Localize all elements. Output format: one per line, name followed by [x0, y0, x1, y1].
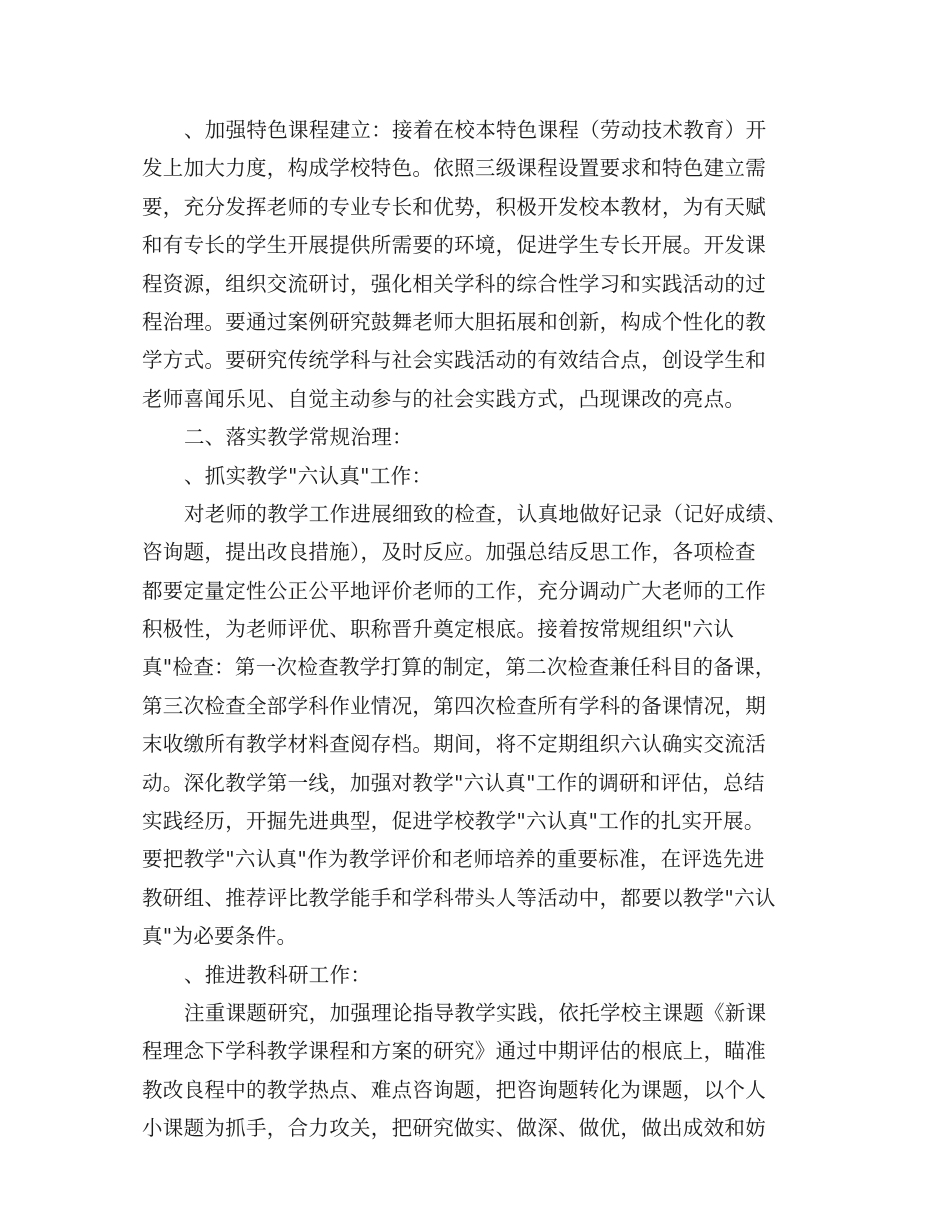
text-line: 积极性，为老师评优、职称晋升奠定根底。接着按常规组织"六认 [142, 617, 735, 642]
text-line: 对老师的教学工作进展细致的检查，认真地做好记录（记好成绩、 [184, 501, 788, 526]
text-line: 第三次检查全部学科作业情况，第四次检查所有学科的备课情况，期 [142, 693, 766, 718]
subsection-heading: 、推进教科研工作： [184, 962, 372, 987]
text-line: 老师喜闻乐见、自觉主动参与的社会实践方式，凸现课改的亮点。 [142, 386, 746, 411]
text-line: 都要定量定性公正公平地评价老师的工作，充分调动广大老师的工作 [142, 578, 766, 603]
text-line: 注重课题研究，加强理论指导教学实践，依托学校主课题《新课 [184, 1000, 767, 1025]
subsection-heading: 、抓实教学"六认真"工作： [184, 463, 433, 488]
text-line: 程治理。要通过案例研究鼓舞老师大胆拓展和创新，构成个性化的教 [142, 309, 766, 334]
text-line: 学方式。要研究传统学科与社会实践活动的有效结合点，创设学生和 [142, 348, 766, 373]
text-line: 和有专长的学生开展提供所需要的环境，促进学生专长开展。开发课 [142, 233, 766, 258]
text-line: 发上加大力度，构成学校特色。依照三级课程设置要求和特色建立需 [142, 156, 766, 181]
section-heading: 二、落实教学常规治理： [184, 425, 413, 450]
text-line: 实践经历，开掘先进典型，促进学校教学"六认真"工作的扎实开展。 [142, 809, 765, 834]
text-line: 程资源，组织交流研讨，强化相关学科的综合性学习和实践活动的过 [142, 271, 766, 296]
text-line: 、加强特色课程建立：接着在校本特色课程（劳动技术教育）开 [184, 118, 767, 142]
text-line: 咨询题，提出改良措施），及时反应。加强总结反思工作，各项检查 [142, 540, 756, 565]
text-line: 教改良程中的教学热点、难点咨询题，把咨询题转化为课题，以个人 [142, 1077, 766, 1102]
text-line: 要把教学"六认真"作为教学评价和老师培养的重要标准，在评选先进 [142, 847, 765, 872]
text-line: 小课题为抓手，合力攻关，把研究做实、做深、做优，做出成效和妨 [142, 1116, 766, 1141]
text-line: 真"检查：第一次检查教学打算的制定，第二次检查兼任科目的备课， [142, 655, 776, 680]
text-line: 程理念下学科教学课程和方案的研究》通过中期评估的根底上，瞄准 [142, 1039, 766, 1064]
text-line: 教研组、推荐评比教学能手和学科带头人等活动中，都要以教学"六认 [142, 885, 776, 910]
text-line: 动。深化教学第一线，加强对教学"六认真"工作的调研和评估，总结 [142, 770, 765, 795]
text-line: 要，充分发挥老师的专业专长和优势，积极开发校本教材，为有天赋 [142, 194, 766, 219]
text-line: 真"为必要条件。 [142, 924, 298, 949]
text-line: 末收缴所有教学材料查阅存档。期间，将不定期组织六认确实交流活 [142, 732, 766, 757]
body-text [142, 111, 822, 1148]
